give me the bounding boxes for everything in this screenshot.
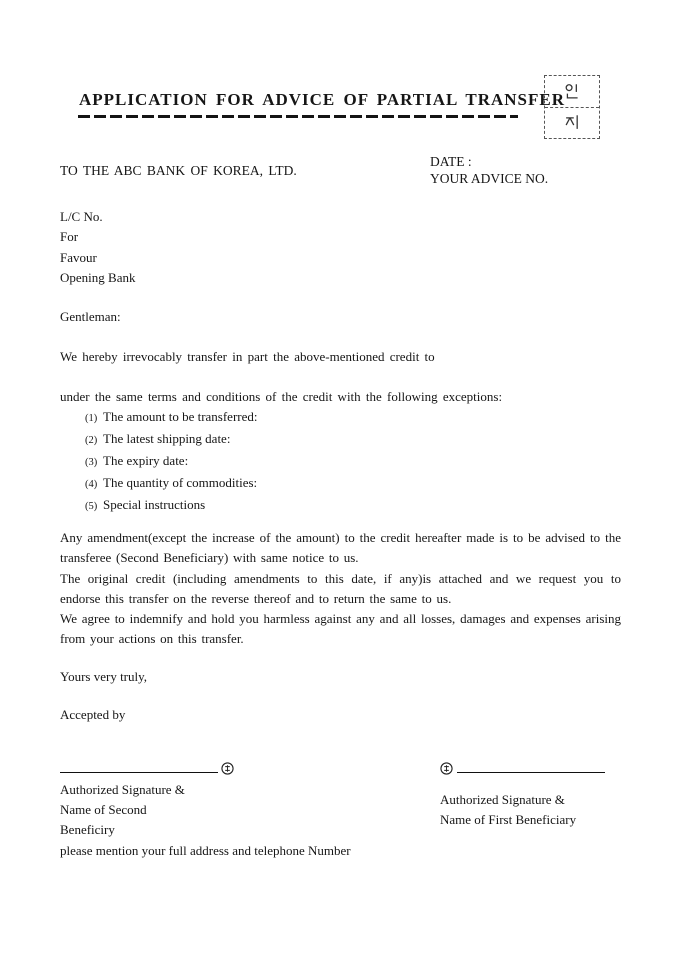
salutation: Gentleman: — [60, 309, 121, 324]
title-underline — [78, 115, 518, 118]
seal-icon — [440, 761, 453, 781]
body-paragraphs — [60, 528, 621, 650]
field-opening-bank: Opening Bank — [60, 269, 136, 285]
recipient-line: TO THE ABC BANK OF KOREA, LTD. — [60, 163, 297, 178]
list-item-text: The latest shipping date: — [103, 431, 231, 446]
reference-fields — [60, 207, 135, 288]
paragraph-indemnify: We agree to indemnify and hold you harmless against any and all losses, damages and expenses arising from your actions on this transfer. — [60, 611, 621, 647]
list-item-number: (2) — [85, 435, 98, 446]
caption-line: Name of Second — [60, 802, 147, 818]
signature-line-first-beneficiary — [457, 758, 605, 773]
list-item-number: (5) — [85, 501, 98, 512]
second-beneficiary-caption — [60, 780, 351, 861]
list-item — [85, 429, 258, 451]
list-item-text: The expiry date: — [103, 453, 189, 468]
list-item-number: (3) — [85, 457, 98, 468]
field-lc-no: L/C No. — [60, 209, 103, 224]
hangul-ji-icon — [564, 114, 581, 131]
signature-line-second-beneficiary — [60, 758, 218, 773]
paragraph-original-credit: The original credit (including amendments to this date, if any)is attached and we request you to endorse this transfer on the reverse thereof and to return the same to us. — [60, 570, 621, 606]
list-item-text: The quantity of commodities: — [103, 475, 258, 490]
conditions-intro: under the same terms and conditions of the credit with the following exceptions: — [60, 389, 503, 404]
intro-line: We hereby irrevocably transfer in part the above-mentioned credit to — [60, 349, 435, 364]
list-item-text: The amount to be transferred: — [103, 409, 258, 424]
document-title: APPLICATION FOR ADVICE OF PARTIAL TRANSFER — [79, 90, 566, 109]
revenue-stamp-box — [544, 75, 600, 139]
caption-line: Beneficiry — [60, 822, 115, 838]
list-item — [85, 451, 258, 473]
list-item — [85, 495, 258, 517]
paragraph-amendment: Any amendment(except the increase of the amount) to the credit hereafter made is to be advised to the transferee (Second Beneficiary) with same notice to us. — [60, 530, 621, 566]
first-beneficiary-caption — [440, 790, 576, 830]
list-item — [85, 473, 258, 495]
caption-line: Name of First Beneficiary — [440, 812, 577, 827]
hangul-in-icon — [564, 83, 581, 100]
caption-line: please mention your full address and telephone Number — [60, 842, 351, 858]
caption-line: Authorized Signature & — [440, 792, 565, 807]
date-label: DATE : — [430, 154, 472, 169]
list-item — [85, 407, 258, 429]
seal-icon — [221, 761, 234, 781]
list-item-text: Special instructions — [103, 497, 206, 512]
closing-line: Yours very truly, — [60, 669, 148, 684]
advice-no-label: YOUR ADVICE NO. — [430, 171, 549, 186]
date-block — [430, 153, 548, 187]
field-for: For — [60, 229, 79, 245]
stamp-cell-top — [545, 76, 599, 108]
list-item-number: (1) — [85, 413, 98, 424]
accepted-by-line: Accepted by — [60, 707, 126, 722]
exceptions-list — [85, 407, 258, 517]
list-item-number: (4) — [85, 479, 98, 490]
field-favour: Favour — [60, 249, 97, 265]
stamp-cell-bottom — [545, 108, 599, 139]
caption-line: Authorized Signature & — [60, 782, 185, 797]
